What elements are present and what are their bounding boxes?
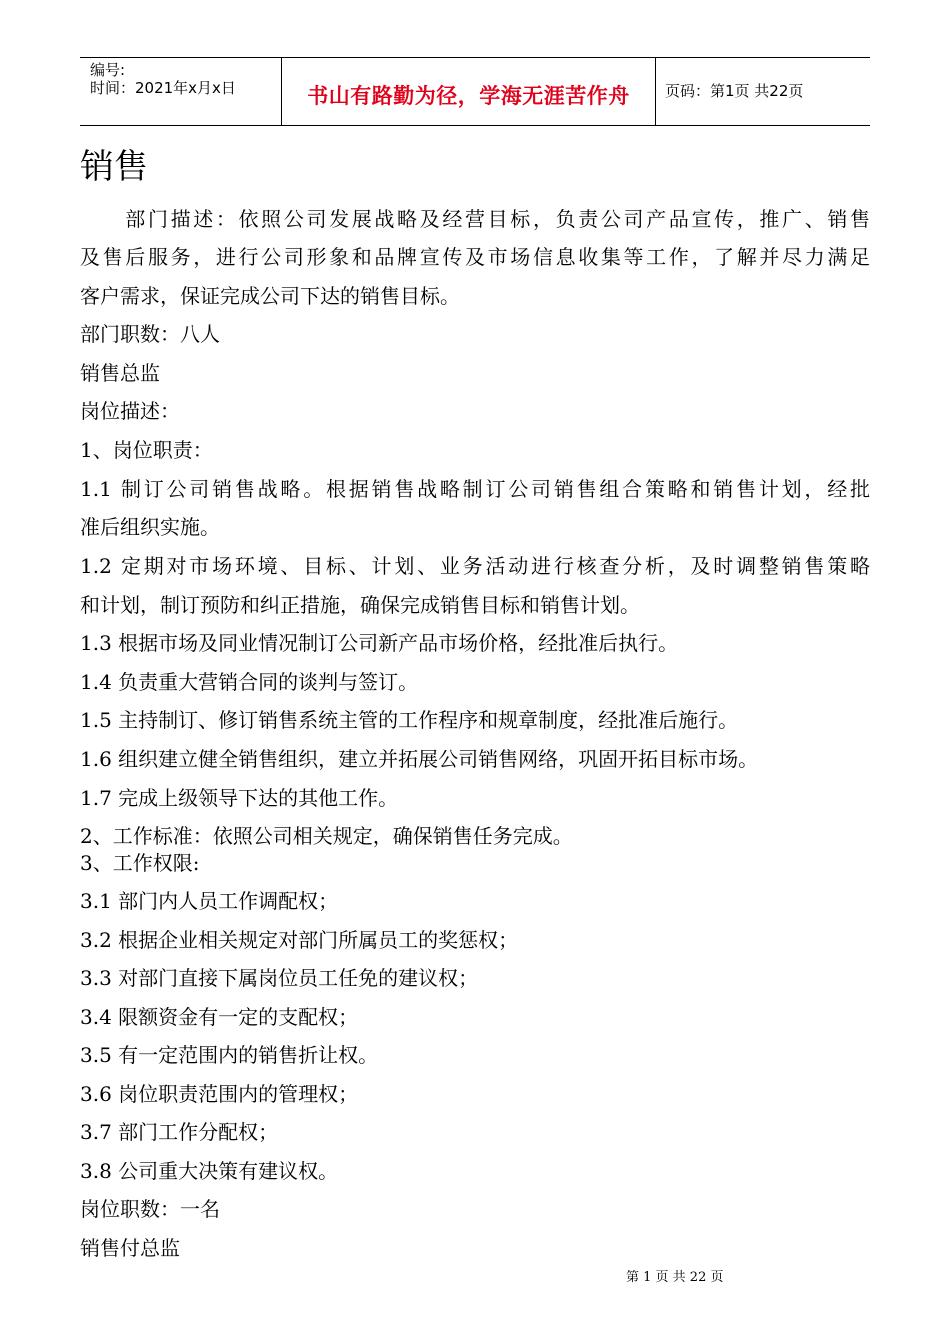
role-title: 销售总监 [80,361,160,385]
header-motto-cell [282,58,656,125]
authority-item: 3.3 对部门直接下属岗位员工任免的建议权； [80,966,479,990]
header-motto: 书山有路勤为径，学海无涯苦作舟 [307,84,630,108]
role-description-label: 岗位描述： [80,399,180,423]
duty-line: 1.7 完成上级领导下达的其他工作。 [80,786,399,810]
intro-line: 部门描述：依照公司发展战略及经营目标，负责公司产品宣传，推广、销售 [80,207,870,231]
authority-item: 3.4 限额资金有一定的支配权； [80,1005,359,1029]
header-page-code: 页码：第1页 共22页 [665,82,804,100]
duty-line: 1.3 根据市场及同业情况制订公司新产品市场价格，经批准后执行。 [80,631,679,655]
authority-item: 3.5 有一定范围内的销售折让权。 [80,1043,379,1067]
duty-line: 1.1 制订公司销售战略。根据销售战略制订公司销售组合策略和销售计划，经批 [80,477,870,501]
document-code-label: 编号: [90,61,126,79]
intro-line: 客户需求，保证完成公司下达的销售目标。 [80,284,460,308]
duty-line: 1.6 组织建立健全销售组织，建立并拓展公司销售网络，巩固开拓目标市场。 [80,747,759,771]
work-standard: 2、工作标准：依照公司相关规定，确保销售任务完成。 [80,824,573,848]
authority-heading: 3、工作权限: [80,851,200,875]
role-title: 销售付总监 [80,1236,180,1260]
duty-line: 1.4 负责重大营销合同的谈判与签订。 [80,670,419,694]
dept-headcount: 部门职数：八人 [80,322,220,346]
authority-item: 3.7 部门工作分配权； [80,1120,279,1144]
duties-heading: 1、岗位职责： [80,438,213,462]
duty-line: 1.5 主持制订、修订销售系统主管的工作程序和规章制度，经批准后施行。 [80,708,739,732]
header-page-cell [656,58,870,125]
document-title: 销售 [80,147,148,187]
role-headcount: 岗位职数：一名 [80,1197,220,1221]
authority-item: 3.1 部门内人员工作调配权； [80,889,339,913]
document-header [80,57,870,126]
page-footer: 第 1 页 共 22 页 [626,1270,724,1285]
authority-item: 3.8 公司重大决策有建议权。 [80,1159,339,1183]
duty-line: 和计划，制订预防和纠正措施，确保完成销售目标和销售计划。 [80,593,640,617]
document-date: 时间：2021年x月x日 [90,79,236,97]
duty-line: 1.2 定期对市场环境、目标、计划、业务活动进行核查分析，及时调整销售策略 [80,554,870,578]
authority-item: 3.6 岗位职责范围内的管理权； [80,1082,359,1106]
intro-line: 及售后服务，进行公司形象和品牌宣传及市场信息收集等工作，了解并尽力满足 [80,245,870,269]
authority-item: 3.2 根据企业相关规定对部门所属员工的奖惩权； [80,928,519,952]
header-meta-cell [80,58,282,125]
duty-line: 准后组织实施。 [80,515,220,539]
